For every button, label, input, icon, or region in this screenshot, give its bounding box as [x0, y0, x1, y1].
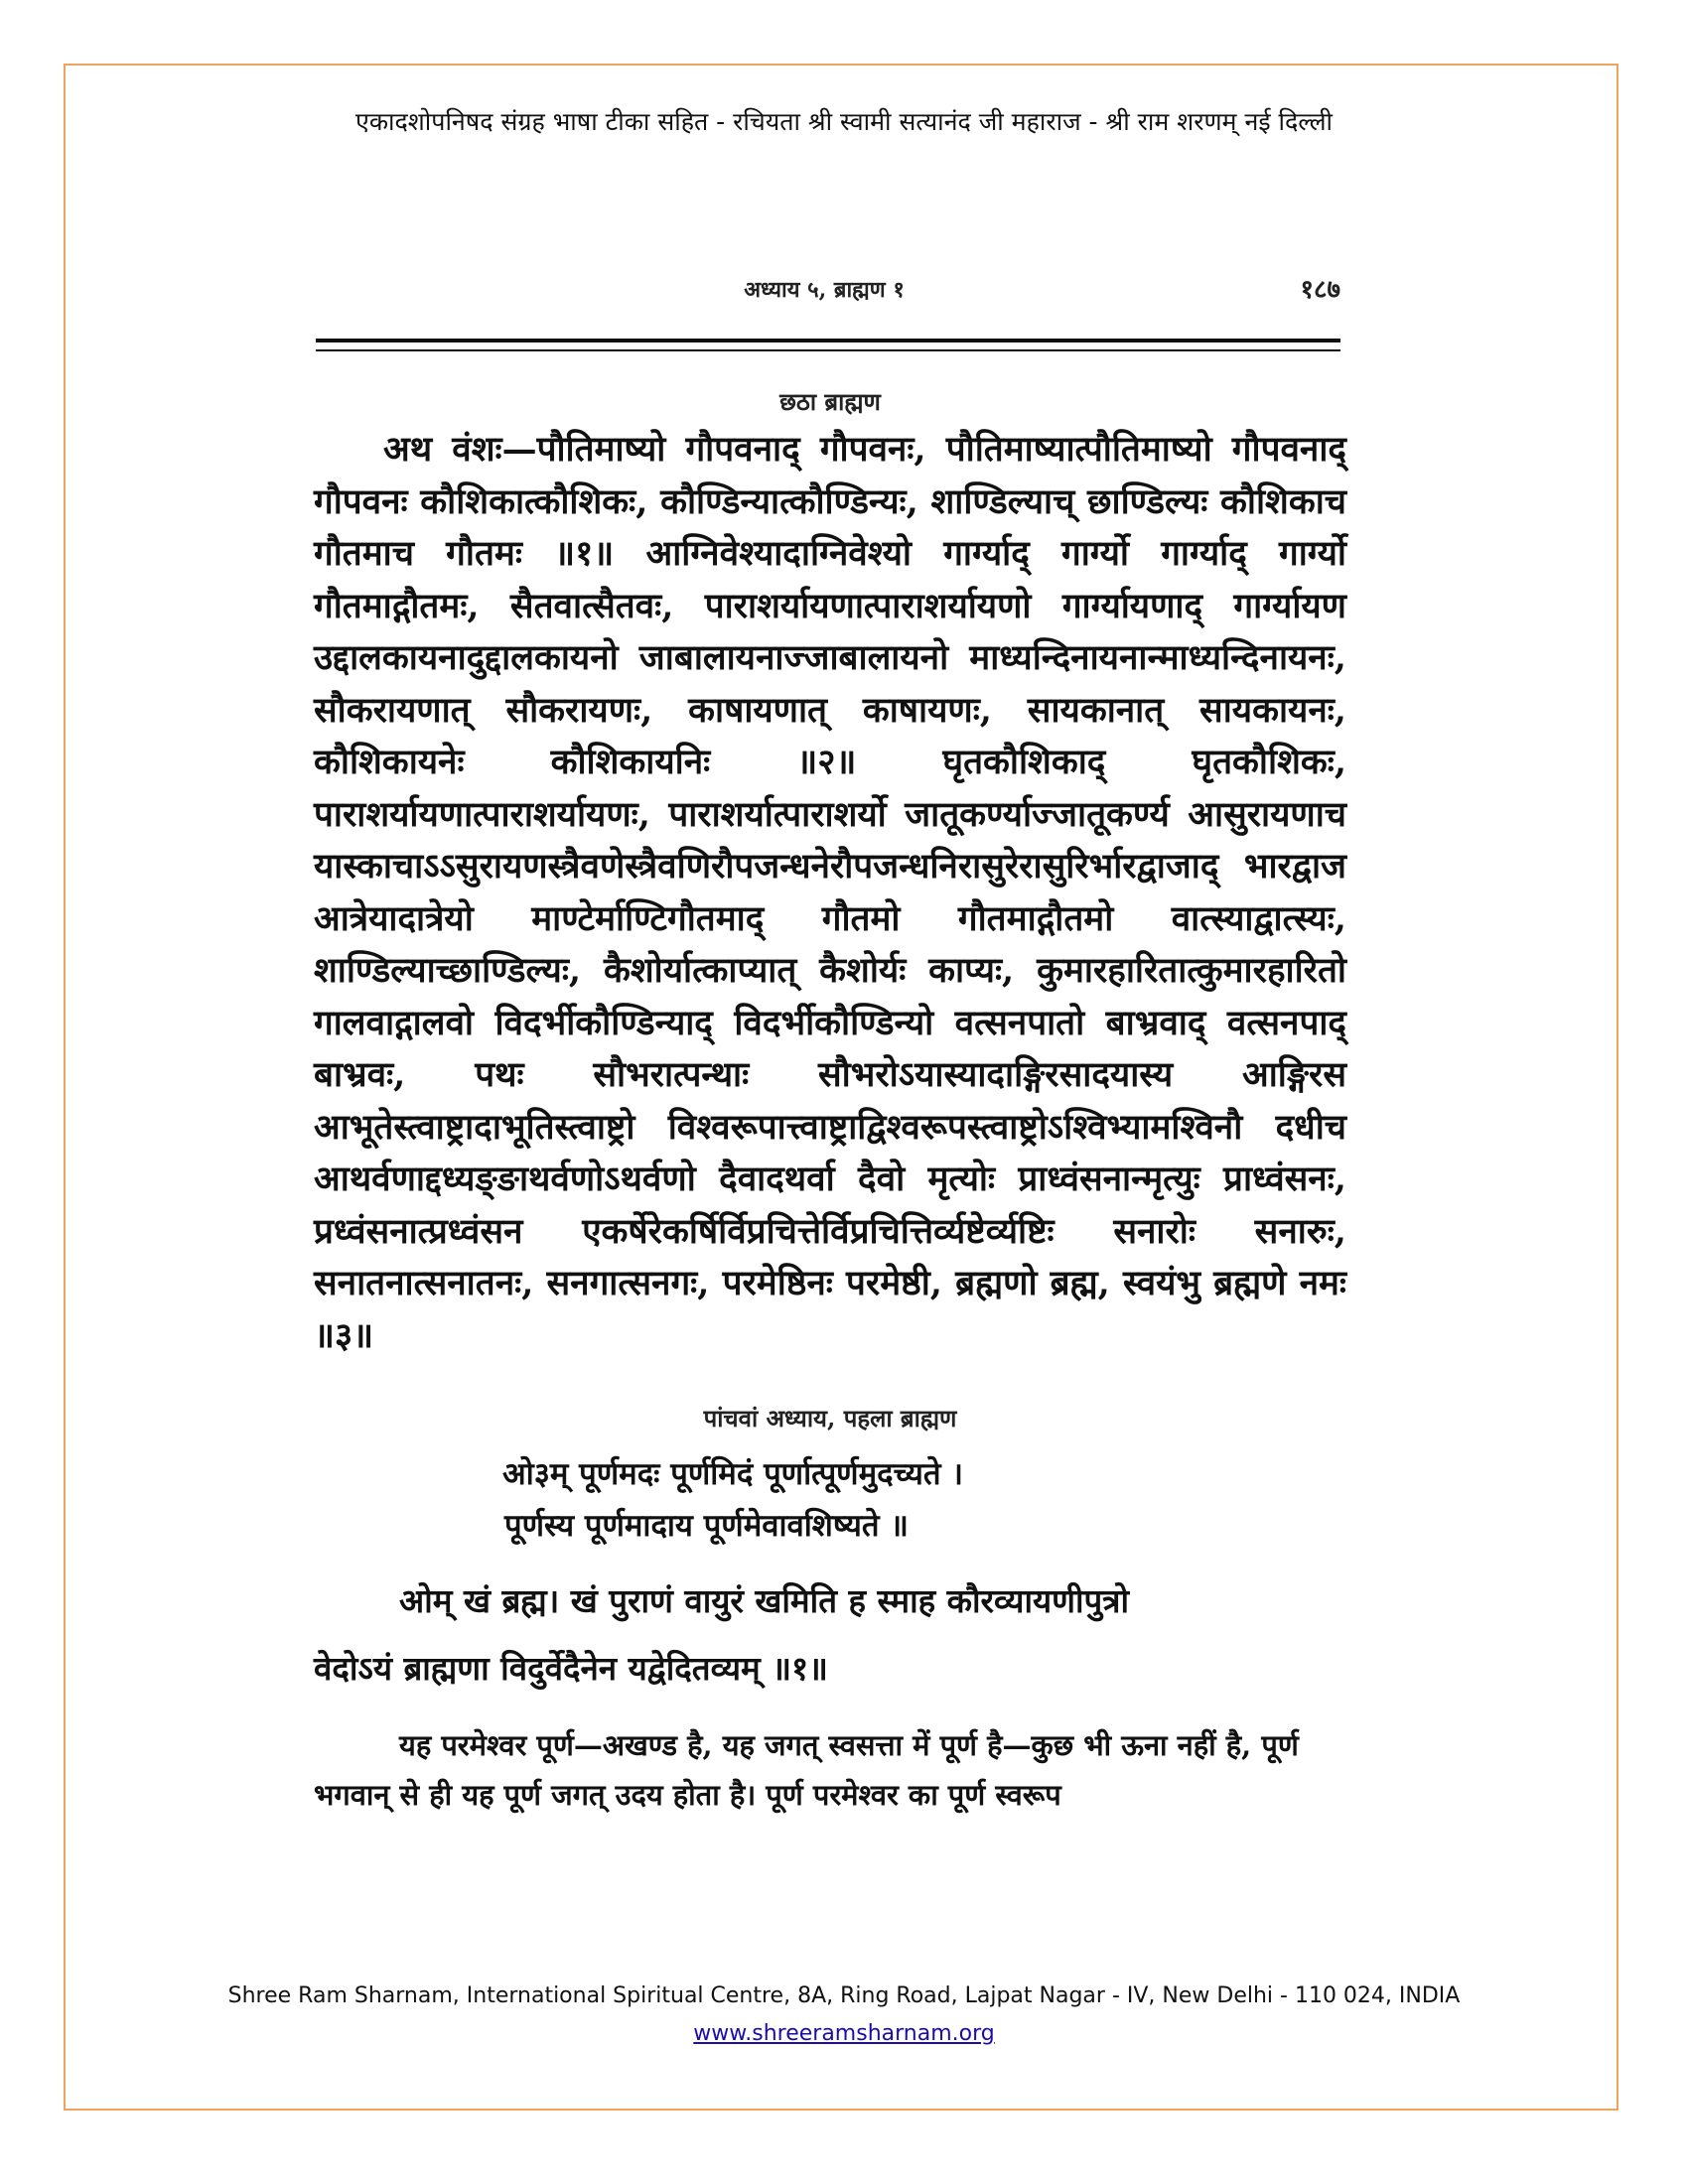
section-heading-fifth-chapter: पांचवां अध्याय, पहला ब्राह्मण — [703, 1404, 957, 1433]
mantra-block — [314, 1568, 1346, 1703]
scanned-page-body — [314, 385, 1346, 1848]
section-heading-sixth-brahmana: छठा ब्राह्मण — [779, 387, 881, 416]
mantra-line-1: ओम् खं ब्रह्म। खं पुराणं वायुरं खमिति ह स्माह कौरव्यायणीपुत्रो — [399, 1581, 1130, 1620]
scanned-page-running-head — [308, 270, 1340, 310]
verse-line-1: ओ३म् पूर्णमदः पूर्णमिदं पूर्णात्पूर्णमुदच्यते । — [502, 1456, 964, 1492]
page-number: १८७ — [1300, 275, 1340, 305]
header-rule-thick — [316, 339, 1340, 342]
website-link[interactable]: www.shreeramsharnam.org — [693, 2021, 995, 2046]
footer-address: Shree Ram Sharnam, International Spiritual Centre, 8A, Ring Road, Lajpat Nagar - IV, New Delhi - 110 024, INDIA — [227, 1983, 1461, 2008]
lineage-text: अथ वंशः—पौतिमाष्यो गौपवनाद् गौपवनः, पौतिमाष्यात्पौतिमाष्यो गौपवनाद् गौपवनः कौशिकात्कौशिकः, कौण्डिन्यात्कौण्डिन्यः, शाण्डिल्याच् छाण्डिल्यः कौशिकाच गौतमाच गौतमः ॥१॥ आग्निवेश्यादाग्निवेश्यो गार्ग्याद् गार्ग्यो गार्ग्याद् गार्ग्यो गौतमाद्गौतमः, सैतवात्सैतवः, पाराशर्यायणात्पाराशर्यायणो गार्ग्यायणाद् गार्ग्यायण उद्दालकायनादुद्दालकायनो जाबालायनाज्जाबालायनो माध्यन्दिनायनान्माध्यन्दिनायनः, सौकरायणात् सौकरायणः, काषायणात् काषायणः, सायकानात् सायकायनः, कौशिकायनेः कौशिकायनिः ॥२॥ घृतकौशिकाद् घृतकौशिकः, पाराशर्यायणात्पाराशर्यायणः, पाराशर्यात्पाराशर्यो जातूकर्ण्याज्जातूकर्ण्य आसुरायणाच यास्काचाऽऽसुरायणस्त्रैवणेस्त्रैवणिरौपजन्धनेरौपजन्धनिरासुरेरासुरिर्भारद्वाजाद् भारद्वाज आत्रेयादात्रेयो माण्टेर्माण्टिगौतमाद् गौतमो गौतमाद्गौतमो वात्स्याद्वात्स्यः, शाण्डिल्याच्छाण्डिल्यः, कैशोर्यात्काप्यात् कैशोर्यः काप्यः, कुमारहारितात्कुमारहारितो गालवाद्गालवो विदर्भीकौण्डिन्याद् विदर्भीकौण्डिन्यो वत्सनपातो बाभ्रवाद् वत्सनपाद् बाभ्रवः, पथः सौभरात्पन्थाः सौभरोऽयास्यादाङ्गिरसादयास्य आङ्गिरस आभूतेस्त्वाष्ट्रादाभूतिस्त्वाष्ट्रो विश्वरूपात्त्वाष्ट्राद्विश्वरूपस्त्वाष्ट्रोऽश्विभ्यामश्विनौ दधीच आथर्वणाद्दध्यङ्ङाथर्वणोऽथर्वणो दैवादथर्वा दैवो मृत्योः प्राध्वंसनान्मृत्युः प्राध्वंसनः, प्रध्वंसनात्प्रध्वंसन एकर्षेरेकर्षिर्विप्रचित्तेर्विप्रचित्तिर्व्यष्टेर्व्यष्टिः सनारोः सनारुः, सनातनात्सनातनः, सनगात्सनगः, परमेष्ठिनः परमेष्ठी, ब्रह्मणो ब्रह्म, स्वयंभु ब्रह्मणे नमः ॥३॥ — [314, 429, 1346, 1356]
hindi-translation: यह परमेश्वर पूर्ण—अखण्ड है, यह जगत् स्वसत्ता में पूर्ण है—कुछ भी ऊना नहीं है, पूर्ण भगवान् से ही यह पूर्ण जगत् उदय होता है। पूर्ण परमेश्वर का पूर्ण स्वरूप — [314, 1728, 1299, 1812]
header-rule-thin — [316, 349, 1340, 351]
mantra-line-2: वेदोऽयं ब्राह्मणा विदुर्वेदैनेन यद्वेदितव्यम् ॥१॥ — [314, 1649, 828, 1688]
verse-line-2: पूर्णस्य पूर्णमादाय पूर्णमेवावशिष्यते ॥ — [504, 1508, 909, 1544]
running-head-chapter: अध्याय ५, ब्राह्मण १ — [744, 277, 905, 303]
document-header-title: एकादशोपनिषद संग्रह भाषा टीका सहित - रचियता श्री स्वामी सत्यानंद जी महाराज - श्री राम शरणम् नई दिल्ली — [355, 107, 1333, 136]
